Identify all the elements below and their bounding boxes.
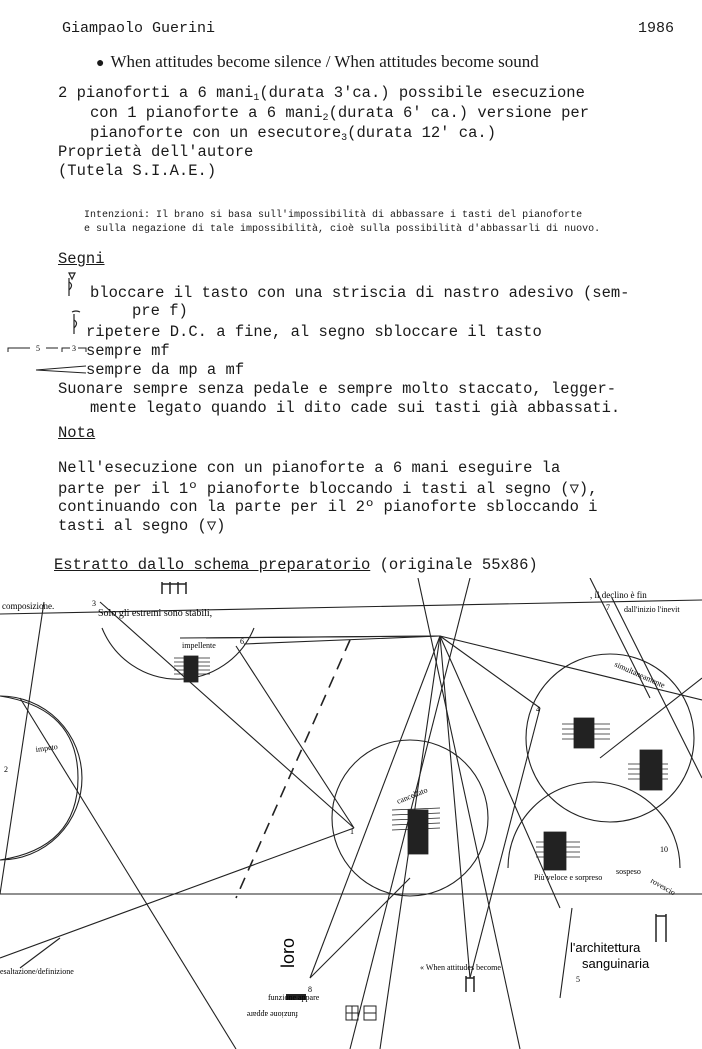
piece-title bbox=[96, 52, 539, 72]
sketch-solo: Solo gli estremi sono stabili, bbox=[98, 608, 213, 619]
tuplet-symbols bbox=[6, 342, 90, 376]
performance-note-1: Suonare sempre senza pedale e sempre molto staccato, legger- bbox=[58, 380, 617, 398]
sketch-num: 3 bbox=[92, 599, 96, 608]
sketch-rovescio: rovescio bbox=[649, 875, 677, 898]
sketch-impellente: impellente bbox=[182, 641, 216, 650]
tuplet-three: 3 bbox=[72, 344, 76, 353]
staff-piu-veloce bbox=[536, 832, 580, 870]
sketch-funzione: funzione appare bbox=[268, 993, 320, 1002]
inst-text: (durata 12' ca.) bbox=[347, 124, 496, 142]
composition-year: 1986 bbox=[638, 20, 675, 37]
sketch-when-become: « When attitudes become bbox=[420, 963, 501, 972]
diagonal-a bbox=[100, 602, 354, 828]
sketch-architettura: l'architettura bbox=[570, 940, 641, 955]
line-e bbox=[440, 636, 702, 700]
intentions-line-1: Intenzioni: Il brano si basa sull'impossibilità di abbassare i tasti del pianoforte bbox=[84, 210, 583, 221]
tuplet-five: 5 bbox=[36, 344, 40, 353]
performance-note-2: mente legato quando il dito cade sui tasti già abbassati. bbox=[90, 399, 621, 417]
circle-simultaneamente bbox=[526, 654, 694, 822]
staff-impellente bbox=[174, 656, 210, 682]
sketch-composizione: composizione. bbox=[2, 601, 55, 611]
line-m bbox=[470, 708, 540, 978]
instrumentation-line-2 bbox=[90, 104, 589, 125]
line-f bbox=[440, 636, 540, 708]
nota-line-4: tasti al segno (▽) bbox=[58, 517, 226, 535]
property-line: Proprietà dell'autore bbox=[58, 143, 254, 161]
circle-piu-veloce bbox=[508, 782, 680, 868]
preparatory-sketch bbox=[0, 578, 702, 1049]
inst-text: (durata 6' ca.) versione per bbox=[328, 104, 590, 122]
staff-cancellato bbox=[392, 808, 440, 854]
sketch-num: 1 bbox=[350, 827, 354, 836]
footnote-number: 1 bbox=[253, 93, 260, 104]
repeat-unblock-icon bbox=[72, 311, 80, 334]
nota-line-2: parte per il 1º pianoforte bloccando i tasti al segno (▽), bbox=[58, 480, 598, 498]
instrumentation-line-3 bbox=[90, 124, 496, 145]
sketch-simultaneamente: simultaneamente bbox=[613, 659, 667, 690]
footnote-number: 3 bbox=[341, 133, 348, 144]
line-q bbox=[310, 878, 410, 978]
extract-caption bbox=[54, 556, 538, 574]
sketch-num: 7 bbox=[606, 603, 610, 612]
sketch-sanguinaria: sanguinaria bbox=[582, 956, 650, 971]
sketch-lines bbox=[0, 578, 702, 1049]
sign-block-key-cont: pre f) bbox=[132, 302, 188, 320]
diagonal-b bbox=[0, 828, 354, 958]
extract-label: Estratto dallo schema preparatorio bbox=[54, 556, 371, 574]
sketch-esaltazione: esaltazione/definizione bbox=[0, 967, 74, 976]
nota-line-3: continuando con la parte per il 2º pianoforte sbloccando i bbox=[58, 498, 598, 516]
hairpin-icon bbox=[36, 366, 86, 373]
inst-text: (durata 3'ca.) possibile esecuzione bbox=[259, 84, 585, 102]
sign-mp-mf: sempre da mp a mf bbox=[86, 361, 245, 379]
piece-title-text: When attitudes become silence / When attitudes become sound bbox=[110, 52, 539, 71]
line-s bbox=[236, 646, 354, 828]
sign-repeat: ripetere D.C. a fine, al segno sbloccare il tasto bbox=[86, 323, 542, 341]
line-i bbox=[440, 636, 560, 908]
inst-text: 2 pianoforti a 6 mani bbox=[58, 84, 254, 102]
sketch-num: 4 bbox=[536, 705, 540, 714]
sign-sempre-mf: sempre mf bbox=[86, 342, 170, 360]
sketch-funzione-flipped: funzione appare bbox=[246, 1010, 298, 1019]
segni-heading: Segni bbox=[58, 250, 105, 268]
note-cluster-top bbox=[162, 582, 186, 594]
line-h bbox=[440, 636, 470, 978]
instrumentation-line-1 bbox=[58, 84, 585, 105]
line-u bbox=[600, 678, 702, 758]
sign-block-key: bloccare il tasto con una striscia di nastro adesivo (sem- bbox=[90, 284, 630, 302]
sketch-cancellato: cancellato bbox=[395, 785, 429, 806]
sketch-num: 5 bbox=[576, 975, 580, 984]
staff-fragments bbox=[162, 582, 668, 992]
grid-glyphs bbox=[346, 1006, 376, 1020]
staff-simultaneamente bbox=[562, 718, 668, 790]
sketch-num: 8 bbox=[308, 985, 312, 994]
sketch-inizio: dall'inizio l'inevit bbox=[624, 605, 680, 614]
sketch-num: 6 bbox=[240, 637, 244, 646]
sketch-sospeso: sospeso bbox=[616, 867, 641, 876]
line-r bbox=[20, 938, 60, 968]
block-key-icon bbox=[69, 273, 75, 296]
footnote-number: 2 bbox=[322, 113, 329, 124]
author-name: Giampaolo Guerini bbox=[62, 20, 216, 37]
intentions-line-2: e sulla negazione di tale impossibilità, cioè sulla possibilità d'abbassarli di nuovo. bbox=[84, 224, 601, 235]
inst-text: con 1 pianoforte a 6 mani bbox=[90, 104, 323, 122]
sketch-impeto: impeto bbox=[35, 741, 59, 754]
sketch-declino: , il declino è fin bbox=[590, 590, 647, 600]
sketch-num: 10 bbox=[660, 845, 668, 854]
bullet-icon: ● bbox=[96, 56, 105, 71]
nota-heading: Nota bbox=[58, 424, 96, 442]
circle-impeto-edge bbox=[0, 696, 78, 860]
sketch-num: 2 bbox=[4, 765, 8, 774]
tutela-line: (Tutela S.I.A.E.) bbox=[58, 162, 217, 180]
dashed-line bbox=[236, 640, 350, 898]
sketch-piu-veloce: Più veloce e sorpreso bbox=[534, 873, 603, 882]
extract-dimensions: (originale 55x86) bbox=[379, 556, 538, 574]
nota-line-1: Nell'esecuzione con un pianoforte a 6 mani eseguire la bbox=[58, 459, 561, 477]
sketch-loro: loro bbox=[278, 937, 298, 968]
inst-text: pianoforte con un esecutore bbox=[90, 124, 342, 142]
